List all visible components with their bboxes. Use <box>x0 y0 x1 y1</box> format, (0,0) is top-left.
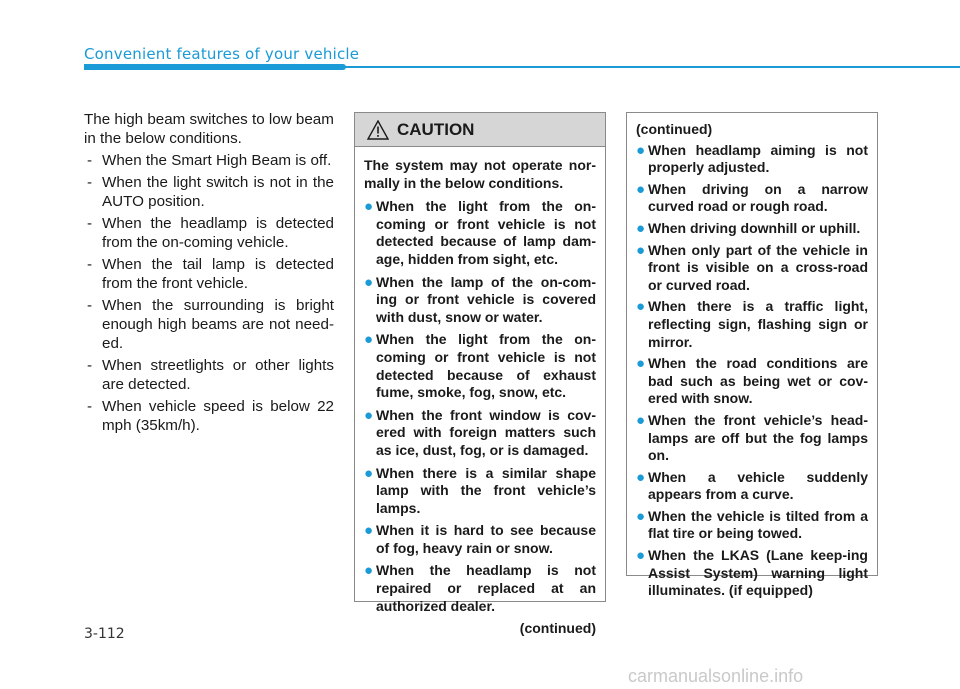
list-item: ● When the light from the on-coming or front vehicle is not detected because of exhaust fume, smoke, fog, snow, etc. <box>364 331 596 401</box>
section-header-title: Convenient features of your vehicle <box>84 45 360 63</box>
bullet-icon: ● <box>636 468 646 486</box>
bullet-icon: ● <box>364 406 374 424</box>
list-item: - When the headlamp is detected from the on-coming vehicle. <box>84 214 334 252</box>
continued-label: (continued) <box>519 620 596 637</box>
list-item: ● When there is a traffic light, reflecting sign, flashing sign or mirror. <box>636 298 868 350</box>
bullet-icon: ● <box>364 562 374 580</box>
list-item: ● When the light from the on-coming or front vehicle is not detected because of lamp dam-age, hidden from sight, etc. <box>364 198 596 267</box>
list-item: ● When a vehicle suddenly appears from a curve. <box>636 468 868 503</box>
bullet-icon: ● <box>636 547 646 565</box>
bullet-icon: ● <box>364 464 374 482</box>
bullet-icon: ● <box>364 522 374 540</box>
continued-list <box>636 142 868 600</box>
bullet-icon: ● <box>364 273 374 291</box>
bullet-icon: ● <box>636 241 646 259</box>
list-item: - When streetlights or other lights are detected. <box>84 356 334 394</box>
caution-box <box>354 112 606 637</box>
intro-paragraph: The high beam switches to low beam in the below conditions. <box>84 111 334 147</box>
list-item: ● When there is a similar shape lamp with the front vehicle’s lamps. <box>364 464 596 516</box>
low-beam-conditions-list <box>84 151 334 435</box>
bullet-icon: ● <box>636 219 646 237</box>
left-column <box>84 110 334 438</box>
bullet-icon: ● <box>636 507 646 525</box>
header-rule-accent <box>84 64 346 70</box>
list-item: ● When the vehicle is tilted from a flat tire or being towed. <box>636 507 868 542</box>
caution-title: CAUTION <box>397 119 475 139</box>
caution-header <box>355 113 605 147</box>
bullet-icon: ● <box>636 411 646 429</box>
continued-lead: (continued) <box>636 121 713 137</box>
list-item: ● When the road conditions are bad such as being wet or cov-ered with snow. <box>636 355 868 407</box>
bullet-icon: ● <box>636 355 646 373</box>
caution-lead: The system may not operate nor-mally in the below conditions. <box>364 157 596 191</box>
bullet-icon: ● <box>364 331 374 349</box>
list-item: - When the Smart High Beam is off. <box>84 151 334 170</box>
list-item: - When vehicle speed is below 22 mph (35km/h). <box>84 397 334 435</box>
list-item: ● When the LKAS (Lane keep-ing Assist System) warning light illuminates. (if equipped) <box>636 547 868 599</box>
watermark: carmanualsonline.info <box>628 666 804 686</box>
continued-box <box>626 112 878 599</box>
bullet-icon: ● <box>364 198 374 216</box>
list-item: ● When the lamp of the on-com-ing or front vehicle is covered with dust, snow or water. <box>364 273 596 325</box>
list-item: ● When driving downhill or uphill. <box>636 219 861 237</box>
list-item: ● When the front vehicle’s head-lamps are off but the fog lamps on. <box>636 411 868 464</box>
list-item: ● When headlamp aiming is not properly adjusted. <box>636 141 868 176</box>
bullet-icon: ● <box>636 141 646 159</box>
list-item: ● When the headlamp is not repaired or replaced at an authorized dealer. <box>364 562 596 614</box>
list-item: ● When only part of the vehicle in front is visible on a cross-road or curved road. <box>636 241 868 293</box>
bullet-icon: ● <box>636 180 646 198</box>
caution-body <box>355 147 605 638</box>
warning-triangle-icon <box>367 120 389 140</box>
page-number: 3-112 <box>84 626 125 642</box>
continued-body <box>627 113 877 600</box>
list-item: ● When it is hard to see because of fog, heavy rain or snow. <box>364 522 596 556</box>
list-item: - When the surrounding is bright enough high beams are not need-ed. <box>84 296 334 353</box>
list-item: - When the light switch is not in the AUTO position. <box>84 173 334 211</box>
list-item: ● When the front window is cov-ered with foreign matters such as ice, dust, fog, or is damaged. <box>364 406 596 458</box>
list-item: ● When driving on a narrow curved road or rough road. <box>636 180 868 215</box>
list-item: - When the tail lamp is detected from the front vehicle. <box>84 255 334 293</box>
caution-list <box>364 198 596 615</box>
bullet-icon: ● <box>636 298 646 316</box>
